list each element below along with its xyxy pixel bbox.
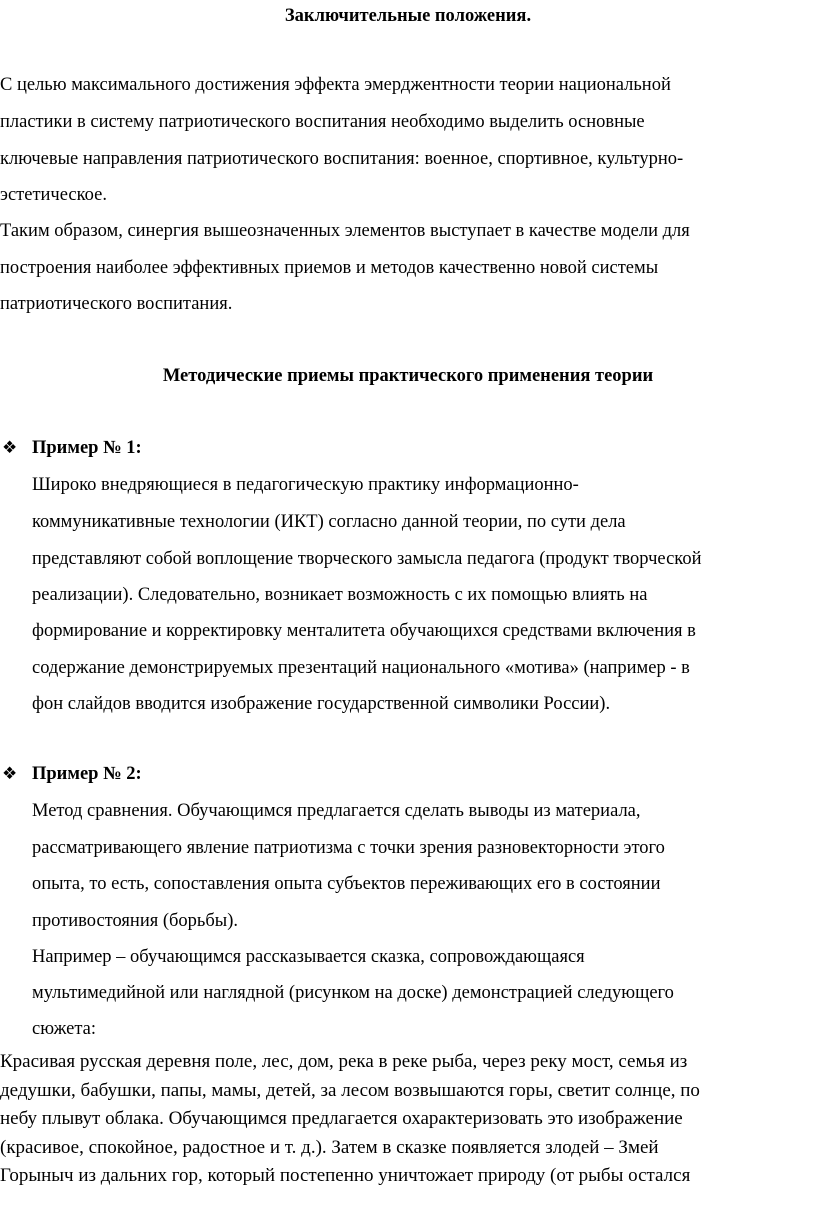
text-line: ключевые направления патриотического воспитания: военное, спортивное, культурно- [0,149,684,169]
heading-methodical-techniques: Методические приемы практического применения теории [162,366,654,386]
text-line: представляют собой воплощение творческого замысла педагога (продукт творческой [32,549,702,569]
heading-final-provisions: Заключительные положения. [284,6,532,26]
text-line: патриотического воспитания. [0,294,233,314]
text-line: мультимедийной или наглядной (рисунком на доске) демонстрацией следующего [32,983,674,1003]
text-line: построения наиболее эффективных приемов и методов качественно новой системы [0,258,659,278]
text-line: рассматривающего явление патриотизма с точки зрения разновекторности этого [32,838,665,858]
text-line: Метод сравнения. Обучающимся предлагается сделать выводы из материала, [32,801,641,821]
text-line: реализации). Следовательно, возникает возможность с их помощью влиять на [32,585,648,605]
text-line: дедушки, бабушки, папы, мамы, детей, за лесом возвышаются горы, светит солнце, по [0,1080,700,1101]
text-line: противостояния (борьбы). [32,911,238,931]
text-line: Широко внедряющиеся в педагогическую практику информационно- [32,475,579,495]
text-line: Таким образом, синергия вышеозначенных элементов выступает в качестве модели для [0,221,690,241]
text-line: сюжета: [32,1019,96,1039]
text-line: эстетическое. [0,185,107,205]
text-line: С целью максимального достижения эффекта эмерджентности теории национальной [0,75,671,95]
text-line: Например – обучающимся рассказывается сказка, сопровождающаяся [32,947,585,967]
text-line: содержание демонстрируемых презентаций национального «мотива» (например - в [32,658,690,678]
text-line: Горыныч из дальних гор, который постепенно уничтожает природу (от рыбы остался [0,1165,691,1186]
diamond-bullet-icon: ❖ [2,438,18,457]
text-line: коммуникативные технологии (ИКТ) согласно данной теории, по сути дела [32,512,626,532]
text-line: формирование и корректировку менталитета обучающихся средствами включения в [32,621,696,641]
text-line: пластики в систему патриотического воспитания необходимо выделить основные [0,112,645,132]
text-line: опыта, то есть, сопоставления опыта субъектов переживающих его в состоянии [32,874,661,894]
text-line: небу плывут облака. Обучающимся предлагается охарактеризовать это изображение [0,1108,683,1129]
text-line: фон слайдов вводится изображение государственной символики России). [32,694,611,714]
example-1-title: Пример № 1: [32,438,142,458]
diamond-bullet-icon: ❖ [2,764,18,783]
example-2-title: Пример № 2: [32,764,142,784]
text-line: Красивая русская деревня поле, лес, дом, река в реке рыба, через реку мост, семья из [0,1051,688,1072]
text-line: (красивое, спокойное, радостное и т. д.). Затем в сказке появляется злодей – Змей [0,1137,659,1158]
